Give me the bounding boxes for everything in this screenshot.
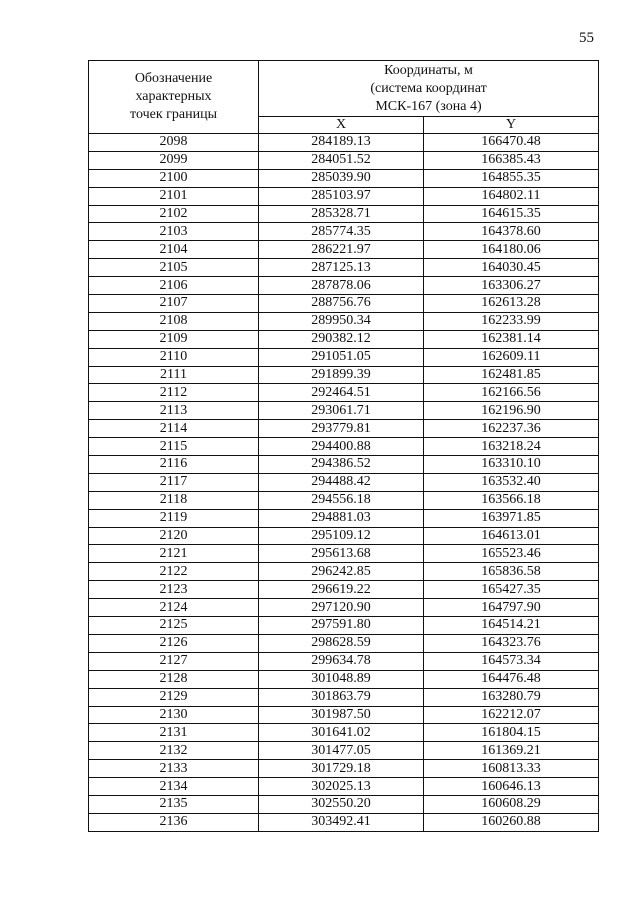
point-id-cell: 2109 — [89, 330, 259, 348]
table-row — [89, 259, 599, 277]
table-row — [89, 187, 599, 205]
y-coordinate-cell: 163532.40 — [424, 473, 599, 491]
table-row — [89, 205, 599, 223]
table-row — [89, 760, 599, 778]
point-id-cell: 2114 — [89, 420, 259, 438]
table-row — [89, 563, 599, 581]
point-id-cell: 2126 — [89, 634, 259, 652]
table-row — [89, 813, 599, 831]
point-id-cell: 2127 — [89, 652, 259, 670]
y-coordinate-cell: 163971.85 — [424, 509, 599, 527]
point-id-cell: 2120 — [89, 527, 259, 545]
y-coordinate-cell: 164030.45 — [424, 259, 599, 277]
y-coordinate-cell: 165836.58 — [424, 563, 599, 581]
point-id-cell: 2132 — [89, 742, 259, 760]
table-row — [89, 456, 599, 474]
table-row — [89, 134, 599, 152]
y-coordinate-cell: 161804.15 — [424, 724, 599, 742]
y-coordinate-cell: 164613.01 — [424, 527, 599, 545]
table-body — [89, 134, 599, 832]
y-coordinate-cell: 160260.88 — [424, 813, 599, 831]
y-coordinate-cell: 162613.28 — [424, 295, 599, 313]
y-coordinate-cell: 164378.60 — [424, 223, 599, 241]
y-coordinate-cell: 164476.48 — [424, 670, 599, 688]
point-id-cell: 2122 — [89, 563, 259, 581]
y-coordinate-cell: 163280.79 — [424, 688, 599, 706]
point-id-cell: 2130 — [89, 706, 259, 724]
y-coordinate-cell: 166385.43 — [424, 151, 599, 169]
table-row — [89, 438, 599, 456]
table-row — [89, 634, 599, 652]
y-column-header: Y — [424, 117, 599, 134]
y-coordinate-cell: 163306.27 — [424, 277, 599, 295]
x-coordinate-cell: 296242.85 — [259, 563, 424, 581]
x-coordinate-cell: 295109.12 — [259, 527, 424, 545]
y-coordinate-cell: 160646.13 — [424, 778, 599, 796]
table-row — [89, 312, 599, 330]
x-coordinate-cell: 293779.81 — [259, 420, 424, 438]
point-id-cell: 2125 — [89, 617, 259, 635]
table-row — [89, 330, 599, 348]
x-coordinate-cell: 302550.20 — [259, 795, 424, 813]
table-row — [89, 724, 599, 742]
x-coordinate-cell: 287878.06 — [259, 277, 424, 295]
table-row — [89, 491, 599, 509]
point-id-cell: 2124 — [89, 599, 259, 617]
x-coordinate-cell: 301048.89 — [259, 670, 424, 688]
x-coordinate-cell: 285103.97 — [259, 187, 424, 205]
table-row — [89, 670, 599, 688]
table-row — [89, 688, 599, 706]
y-coordinate-cell: 164573.34 — [424, 652, 599, 670]
table-row — [89, 599, 599, 617]
table-row — [89, 545, 599, 563]
table-row — [89, 295, 599, 313]
y-coordinate-cell: 164615.35 — [424, 205, 599, 223]
table-row — [89, 223, 599, 241]
y-coordinate-cell: 162381.14 — [424, 330, 599, 348]
table-row — [89, 384, 599, 402]
page-number: 55 — [579, 30, 594, 46]
table-row — [89, 527, 599, 545]
x-coordinate-cell: 290382.12 — [259, 330, 424, 348]
point-id-cell: 2105 — [89, 259, 259, 277]
point-id-cell: 2131 — [89, 724, 259, 742]
point-id-cell: 2115 — [89, 438, 259, 456]
point-id-cell: 2117 — [89, 473, 259, 491]
table-row — [89, 509, 599, 527]
point-id-cell: 2102 — [89, 205, 259, 223]
y-coordinate-cell: 162481.85 — [424, 366, 599, 384]
coordinates-table — [88, 60, 599, 832]
x-coordinate-cell: 301863.79 — [259, 688, 424, 706]
x-column-header: X — [259, 117, 424, 134]
x-coordinate-cell: 298628.59 — [259, 634, 424, 652]
y-coordinate-cell: 164514.21 — [424, 617, 599, 635]
table-row — [89, 169, 599, 187]
y-coordinate-cell: 162233.99 — [424, 312, 599, 330]
table-row — [89, 742, 599, 760]
y-coordinate-cell: 164180.06 — [424, 241, 599, 259]
point-id-cell: 2106 — [89, 277, 259, 295]
x-coordinate-cell: 287125.13 — [259, 259, 424, 277]
coordinates-group-header: Координаты, м (система координат МСК-167 (зона 4) — [259, 61, 599, 117]
point-id-cell: 2133 — [89, 760, 259, 778]
point-id-cell: 2110 — [89, 348, 259, 366]
point-id-cell: 2098 — [89, 134, 259, 152]
x-coordinate-cell: 288756.76 — [259, 295, 424, 313]
table-row — [89, 581, 599, 599]
y-coordinate-cell: 165427.35 — [424, 581, 599, 599]
table-row — [89, 402, 599, 420]
x-coordinate-cell: 291899.39 — [259, 366, 424, 384]
x-coordinate-cell: 301987.50 — [259, 706, 424, 724]
x-coordinate-cell: 285328.71 — [259, 205, 424, 223]
y-coordinate-cell: 162237.36 — [424, 420, 599, 438]
point-designation-header: Обозначение характерных точек границы — [89, 61, 259, 134]
point-id-cell: 2123 — [89, 581, 259, 599]
point-id-cell: 2111 — [89, 366, 259, 384]
table-row — [89, 277, 599, 295]
y-coordinate-cell: 163566.18 — [424, 491, 599, 509]
point-id-cell: 2118 — [89, 491, 259, 509]
x-coordinate-cell: 293061.71 — [259, 402, 424, 420]
point-id-cell: 2121 — [89, 545, 259, 563]
x-coordinate-cell: 299634.78 — [259, 652, 424, 670]
x-coordinate-cell: 292464.51 — [259, 384, 424, 402]
y-coordinate-cell: 162196.90 — [424, 402, 599, 420]
y-coordinate-cell: 164797.90 — [424, 599, 599, 617]
point-id-cell: 2112 — [89, 384, 259, 402]
y-coordinate-cell: 160608.29 — [424, 795, 599, 813]
y-coordinate-cell: 163218.24 — [424, 438, 599, 456]
x-coordinate-cell: 294881.03 — [259, 509, 424, 527]
x-coordinate-cell: 289950.34 — [259, 312, 424, 330]
x-coordinate-cell: 296619.22 — [259, 581, 424, 599]
x-coordinate-cell: 303492.41 — [259, 813, 424, 831]
point-id-cell: 2101 — [89, 187, 259, 205]
table-row — [89, 795, 599, 813]
point-id-cell: 2119 — [89, 509, 259, 527]
table-row — [89, 652, 599, 670]
table-row — [89, 706, 599, 724]
table-row — [89, 473, 599, 491]
x-coordinate-cell: 294386.52 — [259, 456, 424, 474]
y-coordinate-cell: 162166.56 — [424, 384, 599, 402]
x-coordinate-cell: 284051.52 — [259, 151, 424, 169]
table-row — [89, 241, 599, 259]
x-coordinate-cell: 301477.05 — [259, 742, 424, 760]
table-row — [89, 617, 599, 635]
table-row — [89, 348, 599, 366]
x-coordinate-cell: 286221.97 — [259, 241, 424, 259]
table-row — [89, 366, 599, 384]
x-coordinate-cell: 285774.35 — [259, 223, 424, 241]
table-row — [89, 151, 599, 169]
point-id-cell: 2107 — [89, 295, 259, 313]
x-coordinate-cell: 294556.18 — [259, 491, 424, 509]
y-coordinate-cell: 164855.35 — [424, 169, 599, 187]
point-id-cell: 2104 — [89, 241, 259, 259]
y-coordinate-cell: 164802.11 — [424, 187, 599, 205]
table-row — [89, 420, 599, 438]
point-id-cell: 2108 — [89, 312, 259, 330]
x-coordinate-cell: 291051.05 — [259, 348, 424, 366]
point-id-cell: 2135 — [89, 795, 259, 813]
point-id-cell: 2134 — [89, 778, 259, 796]
point-id-cell: 2099 — [89, 151, 259, 169]
x-coordinate-cell: 301729.18 — [259, 760, 424, 778]
x-coordinate-cell: 284189.13 — [259, 134, 424, 152]
x-coordinate-cell: 297591.80 — [259, 617, 424, 635]
x-coordinate-cell: 294400.88 — [259, 438, 424, 456]
x-coordinate-cell: 295613.68 — [259, 545, 424, 563]
y-coordinate-cell: 161369.21 — [424, 742, 599, 760]
x-coordinate-cell: 297120.90 — [259, 599, 424, 617]
point-id-cell: 2100 — [89, 169, 259, 187]
y-coordinate-cell: 162609.11 — [424, 348, 599, 366]
x-coordinate-cell: 302025.13 — [259, 778, 424, 796]
y-coordinate-cell: 160813.33 — [424, 760, 599, 778]
y-coordinate-cell: 162212.07 — [424, 706, 599, 724]
point-id-cell: 2129 — [89, 688, 259, 706]
point-id-cell: 2136 — [89, 813, 259, 831]
x-coordinate-cell: 301641.02 — [259, 724, 424, 742]
point-id-cell: 2116 — [89, 456, 259, 474]
y-coordinate-cell: 164323.76 — [424, 634, 599, 652]
y-coordinate-cell: 163310.10 — [424, 456, 599, 474]
x-coordinate-cell: 285039.90 — [259, 169, 424, 187]
y-coordinate-cell: 166470.48 — [424, 134, 599, 152]
y-coordinate-cell: 165523.46 — [424, 545, 599, 563]
x-coordinate-cell: 294488.42 — [259, 473, 424, 491]
point-id-cell: 2128 — [89, 670, 259, 688]
table-row — [89, 778, 599, 796]
point-id-cell: 2103 — [89, 223, 259, 241]
point-id-cell: 2113 — [89, 402, 259, 420]
